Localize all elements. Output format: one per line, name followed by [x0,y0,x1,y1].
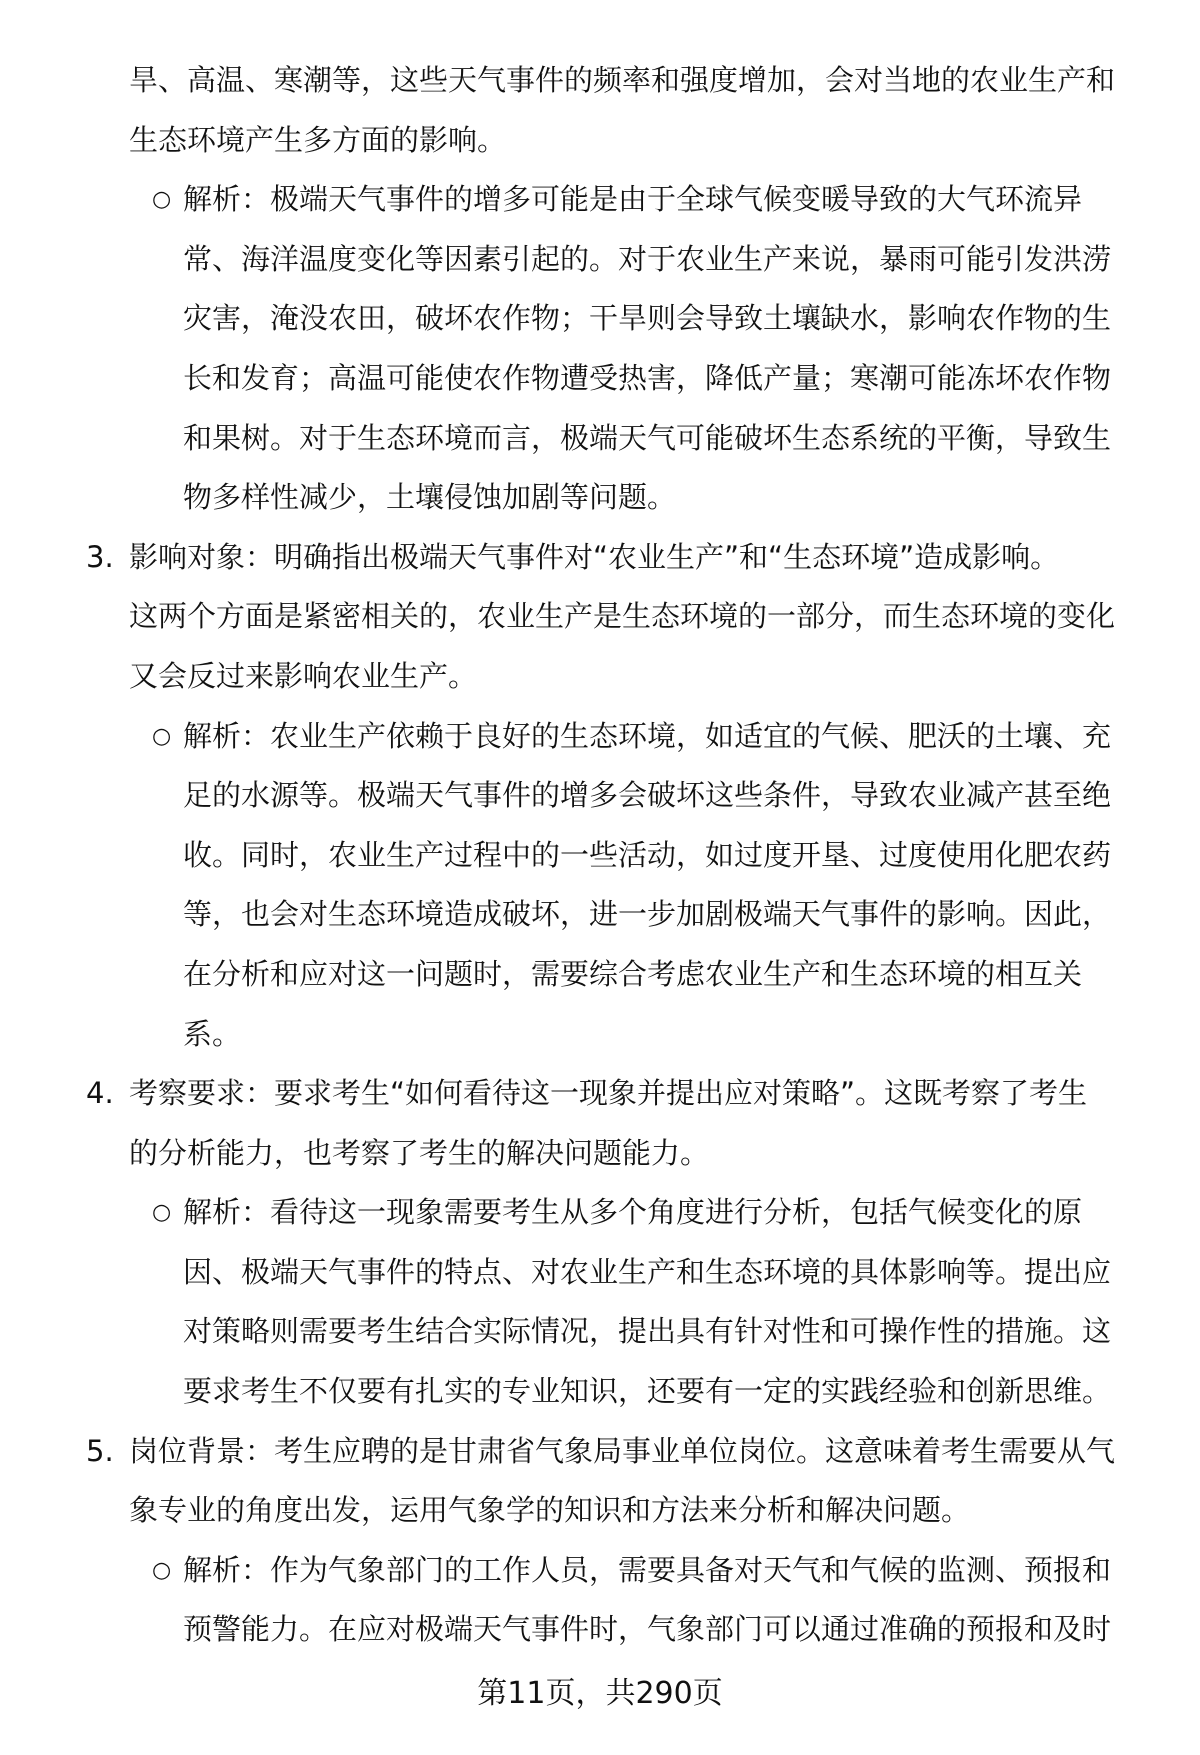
list-number: 5. [86,1433,114,1468]
hollow-bullet-icon: ○ [152,1557,172,1583]
line-text: 要求考生不仅要有扎实的专业知识，还要有一定的实践经验和创新思维。 [183,1374,1112,1409]
list-number: 4. [86,1076,114,1111]
sub-item-line [0,1302,1200,1362]
list-item-line [0,51,1200,111]
list-item-line [0,1422,1200,1482]
line-text: 的分析能力，也考察了考生的解决问题能力。 [129,1135,710,1170]
list-number: 3. [86,539,114,574]
line-text: 等，也会对生态环境造成破坏，进一步加剧极端天气事件的影响。因此， [183,897,1112,932]
line-text: 因、极端天气事件的特点、对农业生产和生态环境的具体影响等。提出应 [183,1254,1112,1289]
sub-item-line [0,1541,1200,1601]
list-item-line [0,1481,1200,1541]
sub-item-line [0,349,1200,409]
sub-item-line [0,230,1200,290]
hollow-bullet-icon: ○ [152,723,172,749]
sub-item-line [0,468,1200,528]
list-item-line [0,111,1200,171]
line-text: 预警能力。在应对极端天气事件时，气象部门可以通过准确的预报和及时 [183,1612,1112,1647]
line-text: 生态环境产生多方面的影响。 [129,122,507,157]
line-text: 长和发育；高温可能使农作物遭受热害，降低产量；寒潮可能冻坏农作物 [183,360,1112,395]
line-text: 象专业的角度出发，运用气象学的知识和方法来分析和解决问题。 [129,1493,971,1528]
sub-item-line [0,289,1200,349]
list-item-line [0,587,1200,647]
line-text: 这两个方面是紧密相关的，农业生产是生态环境的一部分，而生态环境的变化 [129,599,1116,634]
list-item-line [0,1124,1200,1184]
line-text: 解析：作为气象部门的工作人员，需要具备对天气和气候的监测、预报和 [183,1552,1112,1587]
line-text: 系。 [183,1016,242,1051]
line-text: 收。同时，农业生产过程中的一些活动，如过度开垦、过度使用化肥农药 [183,837,1112,872]
sub-item-line [0,885,1200,945]
hollow-bullet-icon: ○ [152,1200,172,1226]
line-text: 灾害，淹没农田，破坏农作物；干旱则会导致土壤缺水，影响农作物的生 [183,301,1112,336]
sub-item-line [0,409,1200,469]
sub-item-line [0,707,1200,767]
sub-item-line [0,945,1200,1005]
sub-item-line [0,1362,1200,1422]
sub-item-line [0,826,1200,886]
line-text: 旱、高温、寒潮等，这些天气事件的频率和强度增加，会对当地的农业生产和 [129,63,1116,97]
document-page [0,51,1200,1660]
line-text: 解析：极端天气事件的增多可能是由于全球气候变暖导致的大气环流异 [183,182,1083,217]
list-item-line [0,1064,1200,1124]
sub-item-line [0,1183,1200,1243]
page-footer: 第11页，共290页 [477,1676,723,1711]
line-text: 岗位背景：考生应聘的是甘肃省气象局事业单位岗位。这意味着考生需要从气 [129,1433,1116,1468]
line-text: 物多样性减少，土壤侵蚀加剧等问题。 [183,480,677,515]
line-text: 和果树。对于生态环境而言，极端天气可能破坏生态系统的平衡，导致生 [183,420,1112,455]
sub-item-line [0,766,1200,826]
line-text: 在分析和应对这一问题时，需要综合考虑农业生产和生态环境的相互关 [183,956,1083,991]
sub-item-line [0,1600,1200,1660]
line-text: 对策略则需要考生结合实际情况，提出具有针对性和可操作性的措施。这 [183,1314,1112,1349]
list-item-line [0,647,1200,707]
hollow-bullet-icon: ○ [152,187,172,213]
sub-item-line [0,1005,1200,1065]
line-text: 解析：看待这一现象需要考生从多个角度进行分析，包括气候变化的原 [183,1195,1083,1230]
line-text: 影响对象：明确指出极端天气事件对“农业生产”和“生态环境”造成影响。 [129,539,1060,574]
sub-item-line [0,1243,1200,1303]
sub-item-line [0,170,1200,230]
line-text: 又会反过来影响农业生产。 [129,658,478,693]
list-item-line [0,528,1200,588]
line-text: 解析：农业生产依赖于良好的生态环境，如适宜的气候、肥沃的土壤、充 [183,718,1112,753]
line-text: 考察要求：要求考生“如何看待这一现象并提出应对策略”。这既考察了考生 [129,1076,1088,1111]
line-text: 足的水源等。极端天气事件的增多会破坏这些条件，导致农业减产甚至绝 [183,778,1112,813]
line-text: 常、海洋温度变化等因素引起的。对于农业生产来说，暴雨可能引发洪涝 [183,241,1112,276]
